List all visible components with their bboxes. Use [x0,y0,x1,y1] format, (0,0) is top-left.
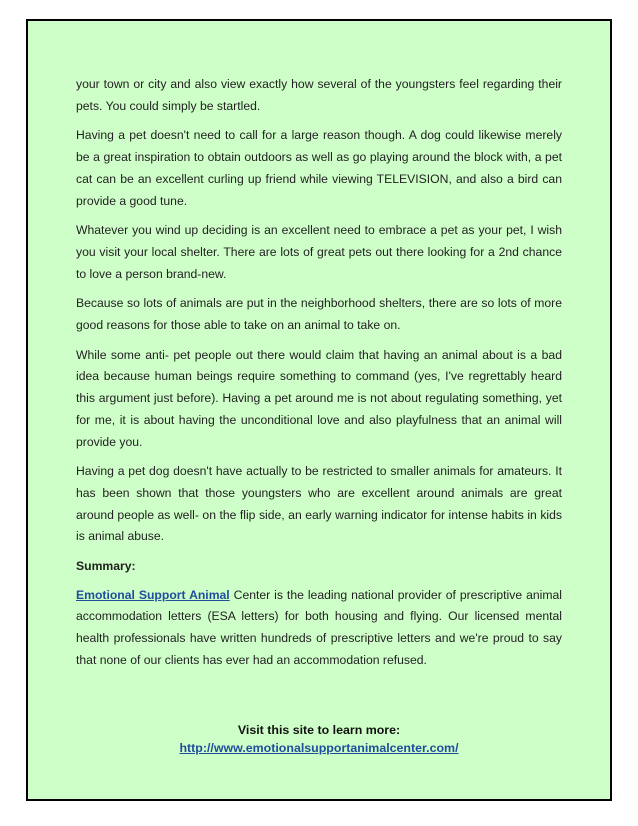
summary-paragraph [76,585,562,672]
document-page [26,19,612,801]
paragraph-4: Because so lots of animals are put in the neighborhood shelters, there are so lots of more good reasons for those able to take on an animal to take on. [76,296,562,333]
summary-text: Center is the leading national provider of prescriptive animal accommodation letters (ESA letters) for both housing and flying. Our licensed mental health professionals have written hundreds of prescriptive letters and we're proud to say that none of our clients has ever had an accommodation refused. [76,587,562,667]
paragraph-2: Having a pet doesn't need to call for a large reason though. A dog could likewise merely be a great inspiration to obtain outdoors as well as go playing around the block with, a pet cat can be an excellent curling up friend while viewing TELEVISION, and also a bird can provide a good tune. [76,128,562,208]
paragraph-3: Whatever you wind up deciding is an excellent need to embrace a pet as your pet, I wish you visit your local shelter. There are lots of great pets out there looking for a 2nd chance to love a person brand-new. [76,223,562,281]
footer-visit-text: Visit this site to learn more: [237,723,401,737]
paragraph-1: your town or city and also view exactly how several of the youngsters feel regarding their pets. You could simply be startled. [76,77,562,113]
footer-url-link[interactable]: http://www.emotionalsupportanimalcenter.com/ [179,741,459,755]
esa-link[interactable]: Emotional Support Animal [76,587,230,602]
summary-heading: Summary: [76,559,136,574]
paragraph-6: Having a pet dog doesn't have actually to be restricted to smaller animals for amateurs. It has been shown that those youngsters who are excellent around animals are great around people as well- on the flip side, an early warning indicator for intense habits in kids is animal abuse. [76,464,562,544]
footer [28,721,610,757]
document-body [76,74,562,680]
paragraph-5: While some anti- pet people out there would claim that having an animal about is a bad idea because human beings require something to command (yes, I've regrettably heard this argument just before). Having a pet around me is not about regulating something, yet for me, it is about having the unconditional love and also playfulness that an animal will provide you. [76,347,562,449]
